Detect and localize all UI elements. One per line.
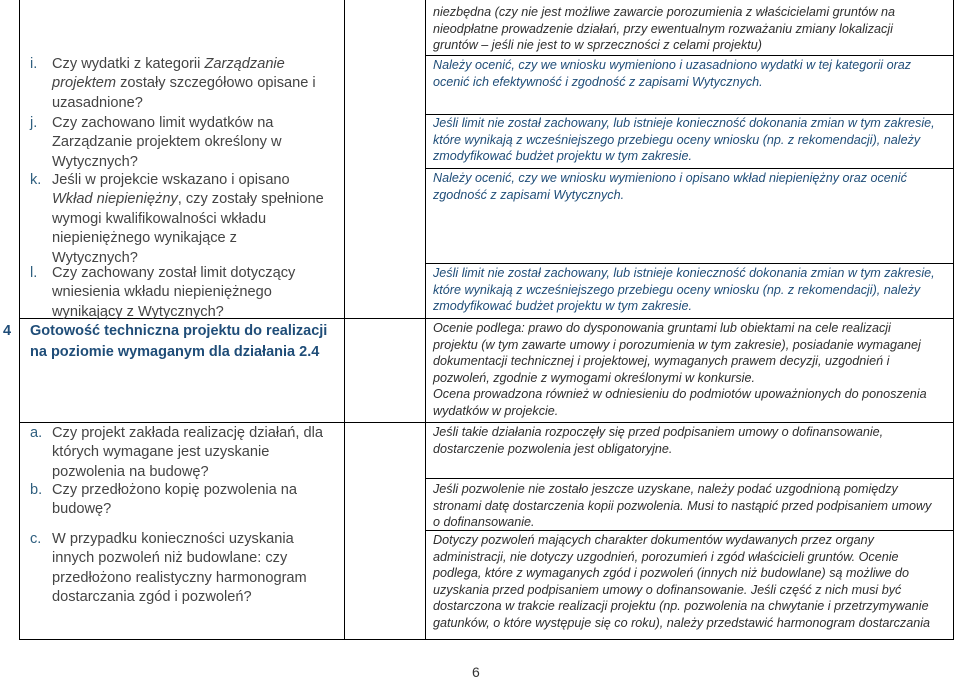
item-marker: k.: [30, 172, 42, 188]
item-line: Wkład niepieniężny, czy zostały spełnione: [52, 191, 324, 208]
guidance-line: podlega, które z wymaganych zgód i pozwoleń (innych niż budowlane) są możliwe do: [433, 566, 910, 581]
guidance-line: stronami datę dostarczenia kopii pozwolenia. Musi to nastąpić przed podpisaniem umowy: [433, 498, 932, 513]
section-title-line: na poziomie wymaganym dla działania 2.4: [30, 344, 320, 360]
guidance-block: [433, 532, 948, 632]
guidance-line: projektu (w tym zawarte umowy i porozumienia w tym zakresie), posiadanie wymaganej: [433, 337, 921, 352]
guidance-block: [433, 424, 948, 457]
item-line: Wytycznych?: [52, 249, 138, 266]
guidance-line: które wynikają z wcześniejszego przebiegu oceny wniosku (np. z rekomendacji), należy: [433, 282, 921, 297]
row-separator: [425, 422, 954, 423]
item-marker: j.: [30, 115, 38, 131]
section-title: [30, 321, 340, 363]
item-line: niepieniężnego wynikające z: [52, 230, 237, 247]
guidance-line: wydatków w projekcie.: [433, 403, 559, 418]
item-line: Czy zachowano limit wydatków na: [52, 115, 274, 131]
guidance-line: niezbędna (czy nie jest możliwe zawarcie porozumienia z właścicielami gruntów na: [433, 5, 895, 19]
checklist-item-c: [30, 530, 340, 608]
checklist-item-i: [30, 55, 340, 113]
guidance-line: dokumentacji technicznej i projektowej, wymaganych prawem decyzji, uzgodnień i: [433, 354, 890, 369]
guidance-block: [433, 481, 948, 531]
checklist-item-k: [30, 171, 340, 268]
guidance-line: Jeśli pozwolenie nie zostało jeszcze uzyskane, należy podać uzgodnioną pomiędzy: [433, 482, 898, 496]
item-marker: i.: [30, 56, 38, 72]
section-number: 4: [3, 323, 12, 339]
table-bottom-border: [19, 639, 954, 640]
table-left-border: [19, 0, 20, 640]
guidance-line: Jeśli limit nie został zachowany, lub istnieje konieczność dokonania zmian w tym zakresie,: [433, 266, 935, 280]
guidance-block: [433, 170, 948, 203]
guidance-block: [433, 115, 948, 165]
table-right-border: [953, 0, 954, 640]
row-separator: [425, 55, 954, 56]
guidance-line: o dofinansowanie.: [433, 515, 535, 530]
guidance-line: które wynikają z wcześniejszego przebiegu oceny wniosku (np. z rekomendacji), należy: [433, 132, 921, 147]
item-line: dostarczania zgód i pozwoleń?: [52, 589, 252, 606]
guidance-line: administracji, nie dotyczy uzgodnień, porozumień i zgód właścicieli gruntów. Ocenie: [433, 549, 899, 564]
guidance-line: zmodyfikować budżet projektu w tym zakresie.: [433, 299, 692, 314]
guidance-line: nieodpłatne prowadzenie działań, przy ewentualnym rozważaniu zmiany lokalizacji: [433, 21, 893, 36]
item-line: W przypadku konieczności uzyskania: [52, 531, 294, 547]
guidance-line: ocenić ich efektywność i zgodność z zapisami Wytycznych.: [433, 74, 763, 89]
checklist-item-b: [30, 481, 340, 520]
item-marker: a.: [30, 425, 43, 441]
item-line: uzasadnione?: [52, 94, 143, 111]
item-marker: c.: [30, 531, 42, 547]
checklist-item-l: [30, 264, 340, 322]
checklist-item-j: [30, 114, 340, 172]
guidance-line: Należy ocenić, czy we wniosku wymieniono i opisano wkład niepieniężny oraz ocenić: [433, 171, 907, 185]
page-number: 6: [472, 664, 480, 680]
row-separator: [425, 478, 954, 479]
row-separator: [425, 168, 954, 169]
guidance-block: [433, 320, 948, 420]
guidance-line: gruntów – jeśli nie jest to w sprzeczności z celami projektu): [433, 38, 762, 53]
guidance-block: [433, 57, 948, 90]
item-line: Wytycznych?: [52, 153, 138, 170]
guidance-line: Jeśli takie działania rozpoczęły się przed podpisaniem umowy o dofinansowanie,: [433, 425, 884, 439]
item-line: budowę?: [52, 501, 112, 518]
guidance-line: Ocena prowadzona również w odniesieniu do podmiotów upoważnionych do ponoszenia: [433, 387, 927, 402]
guidance-line: Jeśli limit nie został zachowany, lub istnieje konieczność dokonania zmian w tym zakresie,: [433, 116, 935, 130]
guidance-line: dostarczona w trakcie realizacji projektu (np. pozwolenia na chwytanie i przetrzymywanie: [433, 599, 929, 614]
item-marker: b.: [30, 482, 43, 498]
item-line: Zarządzanie projektem określony w: [52, 134, 282, 151]
item-line: pozwolenia na budowę?: [52, 463, 209, 480]
guidance-line: zgodność z zapisami Wytycznych.: [433, 187, 625, 202]
guidance-line: zmodyfikować budżet projektu w tym zakresie.: [433, 149, 692, 164]
guidance-block: [433, 265, 948, 315]
item-line: przedłożono realistyczny harmonogram: [52, 569, 307, 586]
item-line: Jeśli w projekcie wskazano i opisano: [52, 172, 290, 188]
item-line: projektem zostały szczegółowo opisane i: [52, 75, 316, 92]
table-middle-border-right: [425, 0, 426, 640]
item-line: Czy przedłożono kopię pozwolenia na: [52, 482, 298, 498]
guidance-block: [433, 4, 948, 54]
checklist-item-a: [30, 424, 340, 482]
item-line: innych pozwoleń niż budowlane: czy: [52, 550, 288, 567]
item-marker: l.: [30, 265, 38, 281]
row-separator: [425, 318, 954, 319]
item-line: wynikający z Wytycznych?: [52, 303, 224, 320]
item-line: Czy wydatki z kategorii Zarządzanie: [52, 56, 285, 72]
item-line: Czy zachowany został limit dotyczący: [52, 265, 296, 281]
guidance-line: Ocenie podlega: prawo do dysponowania gruntami lub obiektami na cele realizacji: [433, 321, 891, 335]
row-separator: [19, 422, 426, 423]
guidance-line: Należy ocenić, czy we wniosku wymieniono i uzasadniono wydatki w tej kategorii oraz: [433, 58, 912, 72]
guidance-line: pozwoleń, zgodnie z wymogami określonymi w konkursie.: [433, 370, 755, 385]
guidance-line: gatunków, o które występuje się co roku), należy przedstawić harmonogram dostarczania: [433, 615, 930, 630]
guidance-line: dostarczenie pozwolenia jest obligatoryjne.: [433, 441, 673, 456]
table-middle-border-left: [344, 0, 345, 640]
item-line: Czy projekt zakłada realizację działań, dla: [52, 425, 323, 441]
item-line: których wymagane jest uzyskanie: [52, 444, 270, 461]
guidance-line: Dotyczy pozwoleń mających charakter dokumentów wydawanych przez organy: [433, 533, 874, 547]
section-title-line: Gotowość techniczna projektu do realizacji: [30, 323, 328, 339]
guidance-line: uzyskania przed podpisaniem umowy o dofinansowanie. Jeśli część z nich musi być: [433, 582, 902, 597]
item-line: wniesienia wkładu niepieniężnego: [52, 284, 272, 301]
row-separator: [425, 263, 954, 264]
item-line: wymogi kwalifikowalności wkładu: [52, 210, 267, 227]
